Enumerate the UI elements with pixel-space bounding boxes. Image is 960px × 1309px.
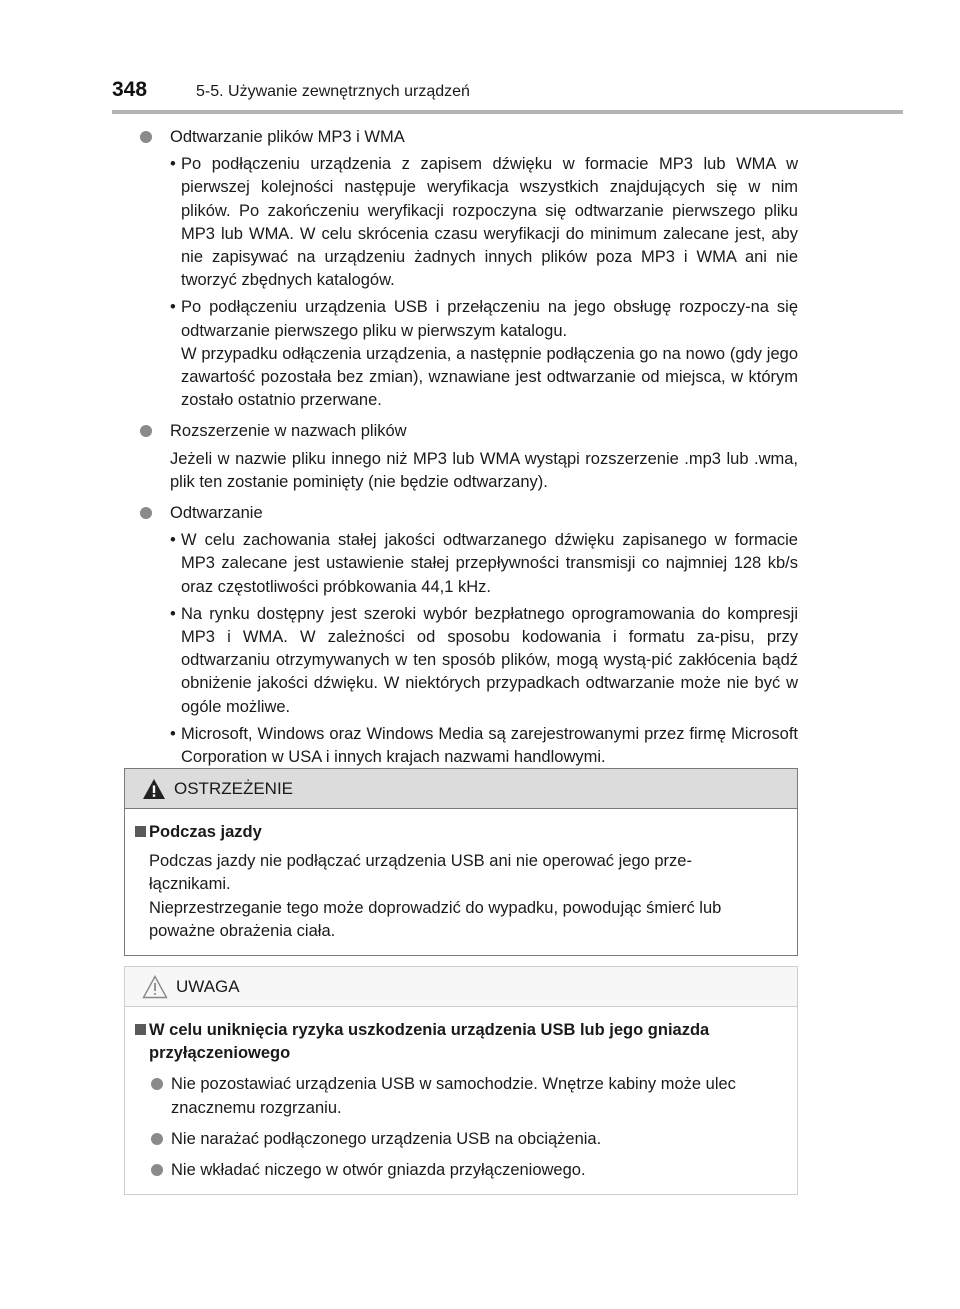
list-item: • Po podłączeniu urządzenia z zapisem dźwięku w formacie MP3 lub WMA w pierwszej kolejności następuje weryfikacja wszystkich znajdujących się w nim plików. Po zakończeniu weryfikacji rozpoczyna się odtwarzanie pierwszego pliku MP3 lub WMA. W celu skrócenia czasu weryfikacji do minimum zalecane jest, aby nie zapisywać na urządzeniu żadnych innych plików poza MP3 i WMA ani nie tworzyć zbędnych katalogów. xyxy=(170,155,798,290)
square-bullet-icon xyxy=(135,1024,146,1035)
caution-triangle-icon xyxy=(142,975,168,999)
list-item: • Na rynku dostępny jest szeroki wybór bezpłatnego oprogramowania do kompresji MP3 i WMA. W zależności od sposobu kodowania i formatu za-pisu, przy odtwarzaniu otrzymywanych w ten sposób plików, mogą wystą-pić zakłócenia bądź obniżenie jakości dźwięku. W niektórych przypadkach odtwarzanie może nie być w ogóle możliwe. xyxy=(170,604,798,716)
list-item: • Microsoft, Windows oraz Windows Media są zarejestrowanymi przez firmę Microsoft Corporation w USA i innych krajach nazwami handlowymi. xyxy=(170,724,798,767)
paragraph: W przypadku odłączenia urządzenia, a następnie podłączenia go na nowo (gdy jego zawartość pozostała bez zmian), wznawiane jest odtwarzanie od miejsca, w którym zostało ostatnio przerwane. xyxy=(181,344,798,410)
warning-title: OSTRZEŻENIE xyxy=(174,778,294,798)
round-bullet-icon xyxy=(140,425,152,437)
page-header xyxy=(112,78,470,104)
round-bullet-icon xyxy=(151,1078,163,1090)
warning-heading: Podczas jazdy xyxy=(135,821,771,844)
list-item: • Po podłączeniu urządzenia USB i przełączeniu na jego obsługę rozpoczy-na się odtwarzanie pierwszego pliku w pierwszym katalogu. xyxy=(170,298,798,340)
section-title: 5-5. Używanie zewnętrznych urządzeń xyxy=(196,83,470,100)
bullet-dot-icon: • xyxy=(170,531,176,550)
list-item: Nie narażać podłączonego urządzenia USB na obciążenia. xyxy=(135,1128,771,1151)
main-content xyxy=(138,126,798,769)
round-bullet-icon xyxy=(140,131,152,143)
notice-title: UWAGA xyxy=(176,976,240,996)
bullet-dot-icon: • xyxy=(170,155,176,174)
warning-box-header xyxy=(125,769,797,809)
round-bullet-icon xyxy=(151,1164,163,1176)
paragraph: Jeżeli w nazwie pliku innego niż MP3 lub WMA wystąpi rozszerzenie .mp3 lub .wma, plik ten zostanie pominięty (nie będzie odtwarzany). xyxy=(170,449,798,491)
section-heading: Odtwarzanie xyxy=(138,502,798,525)
warning-box xyxy=(124,768,798,956)
notice-box xyxy=(124,966,798,1195)
list-item: • W celu zachowania stałej jakości odtwarzanego dźwięku zapisanego w formacie MP3 zalecane jest ustawienie stałej przepływności transmisji co najmniej 128 kb/s oraz częstotliwości próbkowania 44,1 kHz. xyxy=(170,531,798,596)
bullet-dot-icon: • xyxy=(170,724,176,743)
notice-box-header xyxy=(125,967,797,1007)
list-item: Nie wkładać niczego w otwór gniazda przyłączeniowego. xyxy=(135,1159,771,1182)
round-bullet-icon xyxy=(140,507,152,519)
header-rule xyxy=(112,110,903,114)
bullet-dot-icon: • xyxy=(170,298,176,317)
paragraph: Podczas jazdy nie podłączać urządzenia USB ani nie operować jego prze-łącznikami. xyxy=(149,852,692,894)
section-heading: Odtwarzanie plików MP3 i WMA xyxy=(138,126,798,149)
square-bullet-icon xyxy=(135,826,146,837)
paragraph: Nieprzestrzeganie tego może doprowadzić do wypadku, powodując śmierć lub poważne obrażenia ciała. xyxy=(149,898,722,940)
notice-box-body xyxy=(125,1007,797,1194)
round-bullet-icon xyxy=(151,1133,163,1145)
section-heading: Rozszerzenie w nazwach plików xyxy=(138,420,798,443)
list-item: Nie pozostawiać urządzenia USB w samochodzie. Wnętrze kabiny może ulec znacznemu rozgrzaniu. xyxy=(135,1073,771,1119)
bullet-dot-icon: • xyxy=(170,604,176,623)
warning-box-body xyxy=(125,809,797,955)
warning-triangle-icon xyxy=(142,778,166,800)
notice-heading: W celu uniknięcia ryzyka uszkodzenia urządzenia USB lub jego gniazda przyłączeniowego xyxy=(135,1019,771,1065)
page-number: 348 xyxy=(112,78,148,101)
